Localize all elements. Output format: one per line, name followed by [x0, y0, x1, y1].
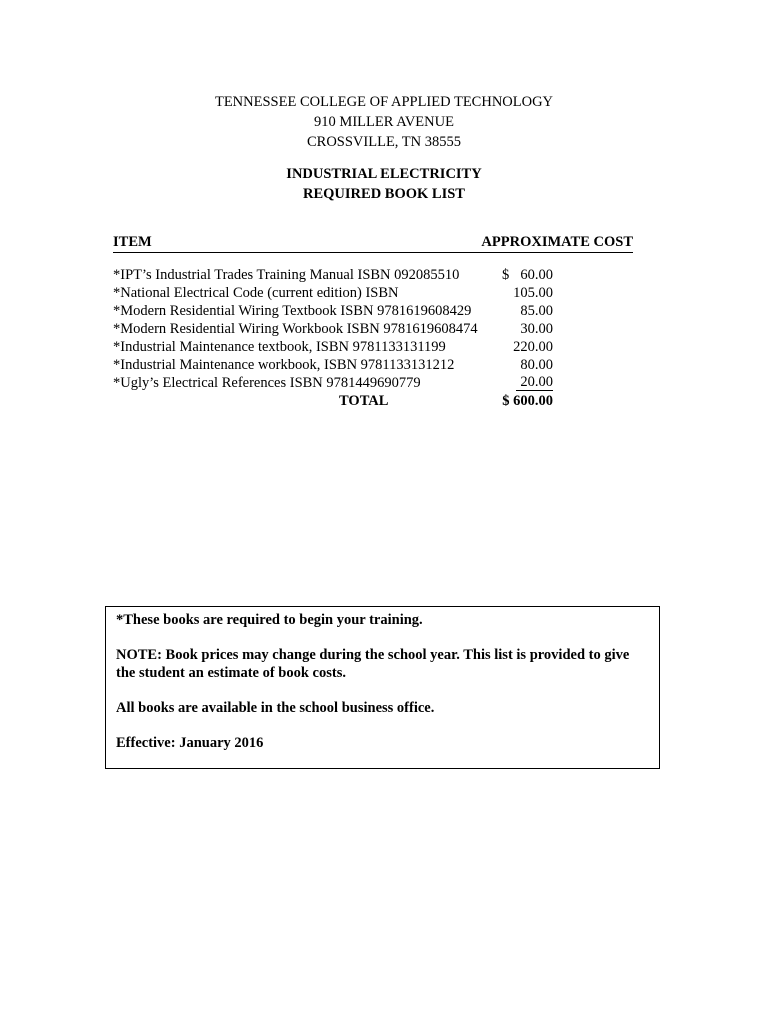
program-name: INDUSTRIAL ELECTRICITY	[286, 166, 482, 182]
total-row	[113, 392, 553, 410]
price-note: NOTE: Book prices may change during the school year. This list is provided to give the student an estimate of book costs.	[116, 647, 630, 681]
item-description: *National Electrical Code (current edition) ISBN	[113, 285, 399, 301]
notes-box	[105, 606, 660, 769]
item-description: *Industrial Maintenance workbook, ISBN 9781133131212	[113, 357, 455, 373]
document-title	[0, 164, 768, 204]
total-label: TOTAL	[339, 393, 389, 409]
cost-column-header: APPROXIMATE COST	[481, 234, 633, 250]
item-column-header: ITEM	[113, 234, 152, 250]
required-note: *These books are required to begin your training.	[116, 612, 423, 628]
item-description: *Modern Residential Wiring Textbook ISBN 9781619608429	[113, 303, 472, 319]
list-item	[113, 284, 553, 302]
list-item	[113, 302, 553, 320]
column-headers	[113, 234, 633, 253]
currency-symbol: $	[502, 267, 510, 283]
item-cost: 60.00	[520, 267, 553, 283]
list-title: REQUIRED BOOK LIST	[303, 186, 465, 202]
item-cost: 80.00	[520, 357, 553, 373]
total-value: $ 600.00	[502, 393, 553, 409]
school-name: TENNESSEE COLLEGE OF APPLIED TECHNOLOGY	[214, 94, 554, 110]
list-item	[113, 356, 553, 374]
effective-date: Effective: January 2016	[116, 735, 264, 751]
book-list	[113, 266, 553, 410]
item-description: *Ugly’s Electrical References ISBN 9781449690779	[113, 375, 421, 391]
item-cost: 30.00	[520, 321, 553, 337]
item-cost: 105.00	[513, 285, 553, 301]
item-description: *IPT’s Industrial Trades Training Manual ISBN 092085510	[113, 267, 460, 283]
item-cost: 85.00	[520, 303, 553, 319]
school-city: CROSSVILLE, TN 38555	[306, 134, 461, 150]
item-description: *Modern Residential Wiring Workbook ISBN 9781619608474	[113, 321, 478, 337]
list-item	[113, 320, 553, 338]
school-header	[0, 92, 768, 152]
school-street: 910 MILLER AVENUE	[314, 114, 454, 130]
item-description: *Industrial Maintenance textbook, ISBN 9781133131199	[113, 339, 446, 355]
list-item	[113, 374, 553, 392]
list-item	[113, 266, 553, 284]
item-cost: 220.00	[513, 339, 553, 355]
list-item	[113, 338, 553, 356]
availability-note: All books are available in the school business office.	[116, 700, 435, 716]
item-cost: 20.00	[516, 374, 553, 391]
